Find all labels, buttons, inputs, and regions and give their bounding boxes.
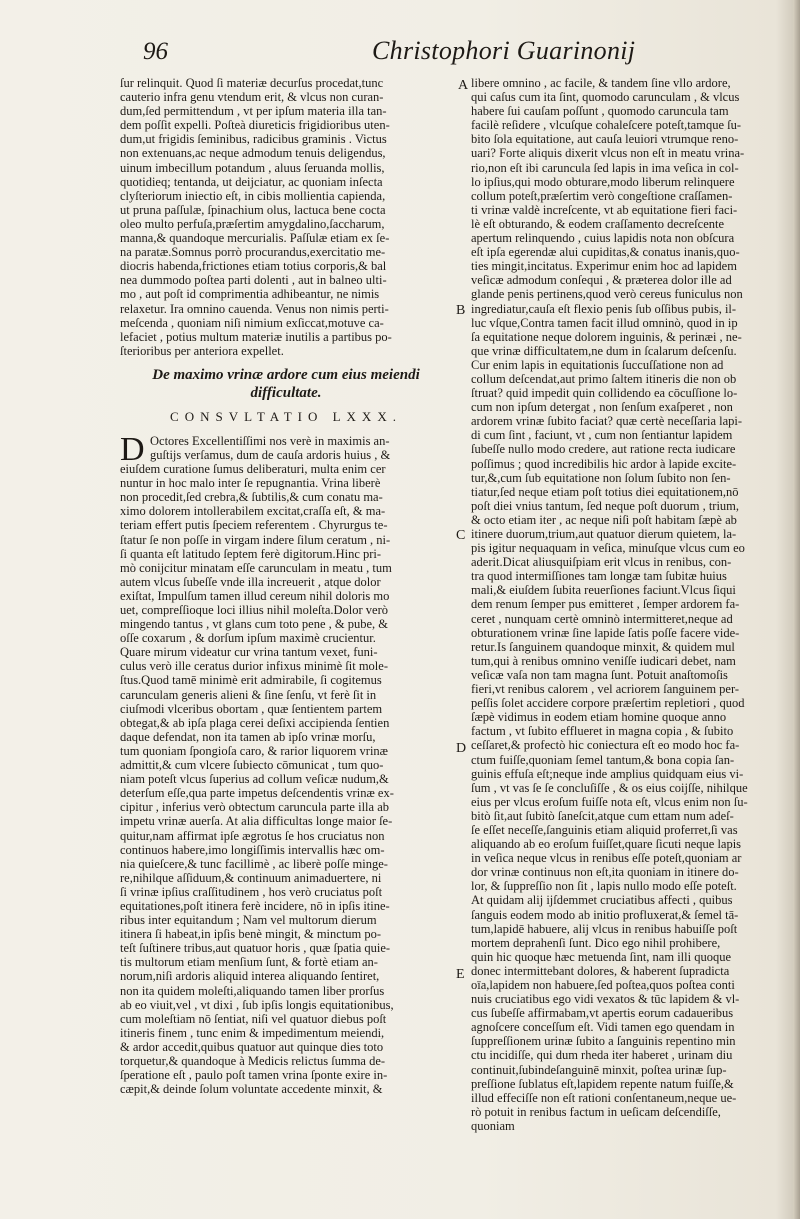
page-number: 96 [143, 38, 168, 65]
text-line: ctum fuiſſe,quoniam ſemel tantum,& bona copia ſan- [471, 752, 735, 767]
margin-letter-b: B [456, 303, 466, 318]
text-line: luc vſque,Contra tamen facit illud omninò, quod in ip [471, 315, 738, 330]
text-line: tra quod intermiſſiones tam longæ tam ſubitæ huius [471, 569, 727, 584]
text-line: deterſum eſſe,qua parte impetus deſcendentis vrinæ ex- [120, 786, 394, 801]
text-line: admittit,& cum vlcere ſubiecto cōmunicat , tum quo- [120, 758, 384, 773]
text-line: dem renum ſemper pus emitteret , ſemper ardorem fa- [471, 597, 740, 612]
text-line: cum moleſtiam nō ſentiat, niſi vel quatuor diebus poſt [120, 1011, 387, 1026]
consultatio-number: CONSVLTATIO LXXX. [170, 408, 402, 424]
left-column-text-bottom [120, 462, 452, 1096]
text-line: autem vlcus ſubeſſe vnde illa increuerit , atque dolor [120, 574, 381, 589]
text-line: quotidieq; tentanda, ut deijciatur, ac quoniam inſecta [120, 174, 383, 189]
text-line: ties mingit,incitatus. Experimur enim hoc ad lapidem [471, 259, 737, 274]
text-line: itinere duorum,trium,aut quatuor dierum quietem, la- [471, 527, 737, 541]
text-line: obturationem vrinæ ſine lapide ſatis poſſe facere vide- [471, 625, 740, 640]
text-line: ſi quanta eſt latitudo ſeptem ferè digitorum.Hinc pri- [120, 546, 382, 561]
text-line: eiuſdem curatione ſumus deliberaturi, multa enim cer [120, 462, 386, 477]
text-line: carunculam generis alieni & ſine ſenſu, vt ferè ſit in [120, 687, 377, 702]
text-line: ſperatione eſt , paulo poſt tamen vrina ſponte exire in- [120, 1068, 388, 1083]
text-line: Quare mirum videatur cur vrina tantum vexet, funi- [120, 645, 378, 660]
text-line: ſterioribus per anteriora expellet. [120, 343, 284, 358]
text-line: Cur enim lapis in equitationis ſuccuſſatione non ad [471, 357, 724, 372]
text-line: ſi vrinæ ipſius craſſitudinem , hos verò cruciatus poſt [120, 884, 383, 899]
text-line: collum deſcendat,aut primo ſaltem itineris die non ob [471, 371, 737, 386]
text-line: fieri,vt renibus calorem , vel acriorem ſanguinem per- [471, 682, 740, 697]
text-line: veſicæ vaſa non tam magna ſunt. Potuit anaſtomoſis [471, 667, 728, 682]
text-line: dum,ſed permittendum , vt per ipſum materia illa tan- [120, 104, 387, 119]
text-line: diocris habenda,frictiones etiam totius corporis,& bal [120, 259, 387, 274]
text-line: oſſe coxarum , & dorſum ipſum maximè crucientur. [120, 631, 376, 646]
text-line: libere omnino , ac facile, & tandem ſine vllo ardore, [471, 76, 731, 90]
text-line: ſtruat? quid impedit quin collidendo ea cōcuſſione lo- [471, 386, 738, 401]
text-line: agnoſcere conceſſum eſt. Vidi tamen ego quendam in [471, 1020, 735, 1035]
text-line: quoniam [471, 1118, 515, 1133]
text-line: apertum relinquendo , cuius lapidis nota non obſcura [471, 231, 735, 246]
text-line: habere ſui cauſam poſſunt , quomodo caruncula tam [471, 104, 729, 119]
text-line: ſe eſſet neceſſe,ſanguinis etiam aliquid proferret,ſi vas [471, 822, 738, 837]
text-line: poſſimus ; quod incredibilis hic ardor à lapide excite- [471, 456, 737, 471]
text-line: ſtatur ſe non poſſe in virgam indere ſilum ceratum , ni- [120, 532, 391, 547]
text-line: rio,non eſt ibi caruncula ſed lapis in ima veſica in col- [471, 160, 739, 175]
spacer [120, 358, 452, 366]
text-line: torquetur,& quandoque à Medicis relictus ſumma de- [120, 1054, 386, 1068]
text-line: preſſione ſublatus eſt,lapidem repente natum fuiſſe,& [471, 1076, 734, 1091]
text-line: mò conijcitur minatam eſſe carunculam in meatu , tum [120, 560, 392, 575]
text-line: dum,ut frigidis ſeminibus, radicibus graminis . Victus [120, 132, 387, 147]
margin-letter-c: C [456, 528, 466, 543]
text-line: eius per vlcus eroſum fuiſſe nota eſt, vlcus enim non ſu- [471, 794, 748, 809]
text-line: teriam effert putis ſpeciem referentem . Chyrurgus te- [120, 518, 388, 533]
text-line: tum,lapidē habuere, alij vlcus in renibus habuiſſe poſt [471, 921, 738, 936]
text-line: poſt diei vnius tantum, ſed neque poſt duorum , trium, [471, 498, 740, 513]
text-line: guſtijs verſamus, dum de cauſa ardoris huius , & [150, 447, 391, 462]
text-line: ceſſaret,& profectò hic coniectura eſt eo modo hoc fa- [471, 738, 740, 753]
text-line: nea dummodo poſtea parti dolenti , aut in balneo ulti- [120, 273, 387, 288]
text-line: illud effeciſſe non eſt rationi conſentaneum,neque ue- [471, 1090, 737, 1105]
text-line: tiatur,ſed neque etiam poſt totius diei equitationem,nō [471, 484, 739, 499]
text-line: culus verò ille ceratus durior infixus minimè ſit mole- [120, 659, 388, 674]
text-line: non procedit,ſed crebra,& ſubtilis,& cum conatu ma- [120, 490, 383, 505]
text-line: cus ſubeſſe affirmabam,vt apertis eorum cadaueribus [471, 1006, 734, 1021]
text-line: di cum ſint , faciunt, vt , cum non ſentiantur lapidem [471, 428, 733, 443]
text-line: lor, & ſuppreſſio non ſit , lapis nullo modo eſſe poteſt. [471, 879, 737, 894]
text-line: uinum imbecillum potandum , aluus ſeruanda mollis, [120, 160, 385, 175]
text-line: donec intermittebant dolores, & haberent ſupradicta [471, 963, 730, 978]
text-line: equitationes,poſt itinera ferè incidere, nō in ipſis itine- [120, 898, 390, 913]
text-line: nia quieſcere,& tunc facillimè , ac liberè poſſe minge- [120, 856, 388, 871]
text-line: itineris finem , tunc enim & impedimentum meiendi, [120, 1025, 385, 1040]
text-line: na paratæ.Somnus porrò procurandus,exercitatio me- [120, 245, 386, 260]
text-line: facilè reſidere , vlcuſque cohaleſcere poteſt,tamque ſu- [471, 118, 742, 133]
text-line: lè eſt obturando, & eodem craſſamento decreſcente [471, 216, 725, 231]
text-line: exiſtat, Impulſum tamen illud cereum nihil doloris mo [120, 588, 390, 603]
text-line: At quidam alij ijſdemmet cruciatibus affecti , quibus [471, 893, 733, 908]
text-line: glande penis pertinens,quod verò cereus funiculus non [471, 287, 743, 302]
text-line: obtegat,& ab ipſa plaga cerei deſixi accipienda ſentien [120, 715, 390, 730]
text-line: dem poſſit expelli. Poſteà diureticis frigidioribus uten- [120, 118, 390, 133]
text-line: continuit,ſubindeſanguinē minxit, poſtea urinæ ſup- [471, 1062, 727, 1077]
text-line: quin hic quoque hæc metuenda ſint, nam illi quoque [471, 949, 732, 964]
text-line: ciuſmodi vlceribus obortam , quæ ſentientem partem [120, 701, 383, 716]
text-line: tum quoniam ſpongioſa caro, & rarior liquorem vrinæ [120, 743, 388, 758]
text-line: aderit.Dicat aliusquiſpiam erit vlcus in renibus, con- [471, 555, 732, 570]
text-line: mali,& eiuſdem ſubita reuerſiones faciunt.Vlcus ſiqui [471, 583, 736, 598]
text-line: continuos habere,imo longiſſimis intervallis hæc om- [120, 842, 385, 857]
text-line: nuis cruciatibus ego vidi vexatos & tūc lapidem & vl- [471, 992, 740, 1007]
page-edge-shadow [793, 0, 800, 1219]
text-line: daque defendat, non ita tamen ab ipſo vrinæ morſu, [120, 729, 376, 744]
text-line: relaxetur. Ira omnino cauenda. Venus non nimis perti- [120, 301, 389, 316]
text-line: aliquando ab eo eroſum fuiſſet,quare ſicuti neque lapis [471, 837, 742, 852]
text-line: re,nihilque aſſiduum,& continuum animaduertere, ni [120, 870, 382, 885]
right-column-text [471, 76, 793, 1133]
text-line: ut pruna paſſulæ, ſpinachium olus, lactuca bene cocta [120, 202, 386, 217]
margin-letter-e: E [456, 967, 465, 982]
dropcap-paragraph [120, 430, 452, 468]
running-title: Christophori Guarinonij [372, 36, 636, 65]
text-line: bitò ſit,aut ſubitò ſaneſcit,atque cum ettam num adeſ- [471, 808, 734, 823]
dropcap-lines [120, 434, 452, 462]
text-line: factum , vt ſubito efflueret in magna copia , & ſubito [471, 724, 734, 739]
text-line: ſæpè vidimus in eodem etiam homine quoque anno [471, 710, 727, 725]
text-line: cum non ipſum detergat , non ſenſum exaſperet , non [471, 400, 733, 415]
text-line: tum,qui à renibus omnino veniſſe iudicari debet, nam [471, 653, 736, 668]
text-line: lefaciet , potius multum materiæ inutilis a partibus po- [120, 329, 392, 344]
text-line: ceret , nunquam certè omninò intermitteret,neque ad [471, 611, 733, 626]
text-line: ingrediatur,cauſa eſt flexio penis ſub oſſibus pubis, il- [471, 301, 737, 316]
text-line: manna,& quandoque mercurialis. Paſſulæ etiam ex ſe- [120, 231, 390, 246]
text-line: quitur,nam affirmat ipſe ægrotus ſe hos cruciatus non [120, 828, 385, 843]
text-line: in veſica neque vlcus in renibus eſſe poteſt,quoniam ar [471, 851, 742, 866]
text-line: non ita quidem moleſti,aliquando tamen liber prorſus [120, 983, 385, 998]
text-line: itinera ſi habeat,in ipſis benè mingit, & minctum po- [120, 927, 382, 942]
text-line: norum,niſi ardoris aliquid interea aliquando ſentiret, [120, 969, 380, 984]
text-line: ſtus.Quod tamē minimè erit admirabile, ſi cogitemus [120, 673, 382, 688]
text-line: que vrinæ difficultatem,ne dum in ſcalarum deſcenſu. [471, 343, 737, 358]
text-line: mortem deprahenſi ſunt. Dico ego nihil prohibere, [471, 935, 721, 950]
left-column-text-top [120, 76, 452, 358]
text-line: veſicæ admodum conſequi , & præterea dolor ille ad [471, 273, 732, 288]
left-column [120, 76, 452, 1096]
text-line: teſt ſuſtinere tribus,aut quatuor horis , quæ ſpatia quie- [120, 941, 391, 956]
text-line: impetu vrinæ auerſa. At alia difficultas longe maior ſe- [120, 814, 393, 829]
text-line: ſur relinquit. Quod ſi materiæ decurſus procedat,tunc [120, 76, 384, 90]
text-line: oleo multo perfuſa,præſertim amygdalino,ſaccharum, [120, 216, 385, 231]
text-line: ti vrinæ valdè increſcente, vt ab equitatione fieri faci- [471, 202, 738, 217]
text-line: & ardor accedit,quibus quatuor aut quinque dies toto [120, 1039, 384, 1054]
drop-cap-letter: D [120, 430, 145, 468]
text-line: peſſis ſolet accidere corpore præſertim repletiori , quod [471, 696, 745, 711]
text-line: niam poteſt vlcus ſuperius ad collum veſicæ nudum,& [120, 772, 389, 787]
text-line: ab eo viuit,vel , vt dixi , ſub ipſis longis equitationibus, [120, 997, 394, 1012]
text-line: ximo dolorem intollerabilem excitat,craſſa eſt, & ma- [120, 504, 386, 519]
text-line: cæpit,& deinde ſolum voluntate accedente minxit, & [120, 1082, 383, 1097]
text-line: ſuppreſſionem urinæ ſubito a ſanguinis repentino min [471, 1034, 736, 1049]
text-line: cauterio infra genu vtendum erit, & vlcus non curan- [120, 90, 384, 105]
text-line: retur.Is ſanguinem quandoque minxit, & quidem mul [471, 639, 735, 654]
text-line: cipitur , inferius verò obtectum caruncula parte illa ab [120, 800, 389, 815]
text-line: rò potuit in renibus factum in ueſicam deſcendiſſe, [471, 1104, 721, 1119]
text-line: pis igitur nequaquam in veſica, minuſque vlcus cum eo [471, 541, 745, 556]
margin-letter-d: D [456, 741, 467, 756]
text-line: mingendo tantus , vt glans cum toto pene , & pube, & [120, 617, 389, 632]
text-line: ſanguis eodem modo ab initio profluxerat,& ſemel tā- [471, 907, 739, 922]
text-line: uet, compreſſioque loci illius nihil moleſta.Dolor verò [120, 603, 388, 617]
page-header [0, 36, 800, 76]
text-line: bito ſola equitatione, aut cauſa leuiori vtrumque reno- [471, 132, 739, 147]
section-heading-line2: difficultate. [250, 384, 322, 401]
text-line: uari? Forte aliquis dixerit vlcus non eſt in meatu vrina- [471, 146, 745, 161]
text-line: & octo etiam iter , ac neque niſi poſt habitam ſæpè ab [471, 512, 737, 527]
text-line: ſum , vt vas ſe ſe concluſiſſe , & os eius coijſſe, nihilque [471, 780, 748, 795]
section-heading-line1: De maximo vrinæ ardore cum eius meiendi [152, 366, 420, 383]
text-line: dor vrinæ continuus non eſt,ita quoniam in itinere do- [471, 865, 739, 880]
text-line: ſubeſſe nullo modo credere, aut ratione recta iudicare [471, 442, 736, 457]
text-line: non extenuans,ac neque admodum tenuis deligendus, [120, 146, 386, 161]
text-line: tis multorum etiam menſium ſunt, & fortè etiam an- [120, 955, 378, 970]
margin-letter-a: A [458, 78, 469, 93]
text-line: mo , aut poſt id comprimentia adhibeantur, ne nimis [120, 287, 380, 302]
text-line: qui caſus cum ita ſint, quomodo carunculam , & vlcus [471, 90, 740, 105]
text-line: ſa equitatione neque dolorem inguinis, & perinæi , ne- [471, 329, 742, 344]
text-line: ctu incidiſſe, qui dum rheda iter haberet , urinam diu [471, 1048, 733, 1063]
right-column [471, 76, 793, 1133]
text-line: ardorem vrinæ ſubito faciat? quæ certè neceſſaria lapi- [471, 414, 743, 429]
text-line: guinis effuſa eſt;neque inde amplius quidquam eius vi- [471, 766, 744, 781]
text-line: lo ipſius,qui modo obturare,modo liberum relinquere [471, 174, 735, 189]
text-line: nuntur in hoc malo inter ſe repugnantia. Vrina liberè [120, 476, 381, 491]
text-line: meſcenda , quoniam niſi nimium exſiccat,motuve ca- [120, 315, 384, 330]
text-line: collum poteſt,præſertim verò congeſtione craſſamen- [471, 188, 733, 203]
text-line: oīa,lapidem non habuere,ſed poſtea,quos poſtea conti [471, 978, 735, 992]
text-line: Octores Excellentiſſimi nos verè in maximis an- [150, 433, 390, 448]
text-line: eſt ipſa egerendæ alui cupiditas,& conatus inanis,quo- [471, 245, 740, 260]
text-line: ribus inter equitandum ; Nam vel multorum dierum [120, 913, 377, 928]
text-line: tur,&,cum ſub equitatione non ſolum ſubito non ſen- [471, 470, 731, 485]
text-line: clyſteriorum iniectio eſt, in cibis mollientia capienda, [120, 188, 386, 203]
